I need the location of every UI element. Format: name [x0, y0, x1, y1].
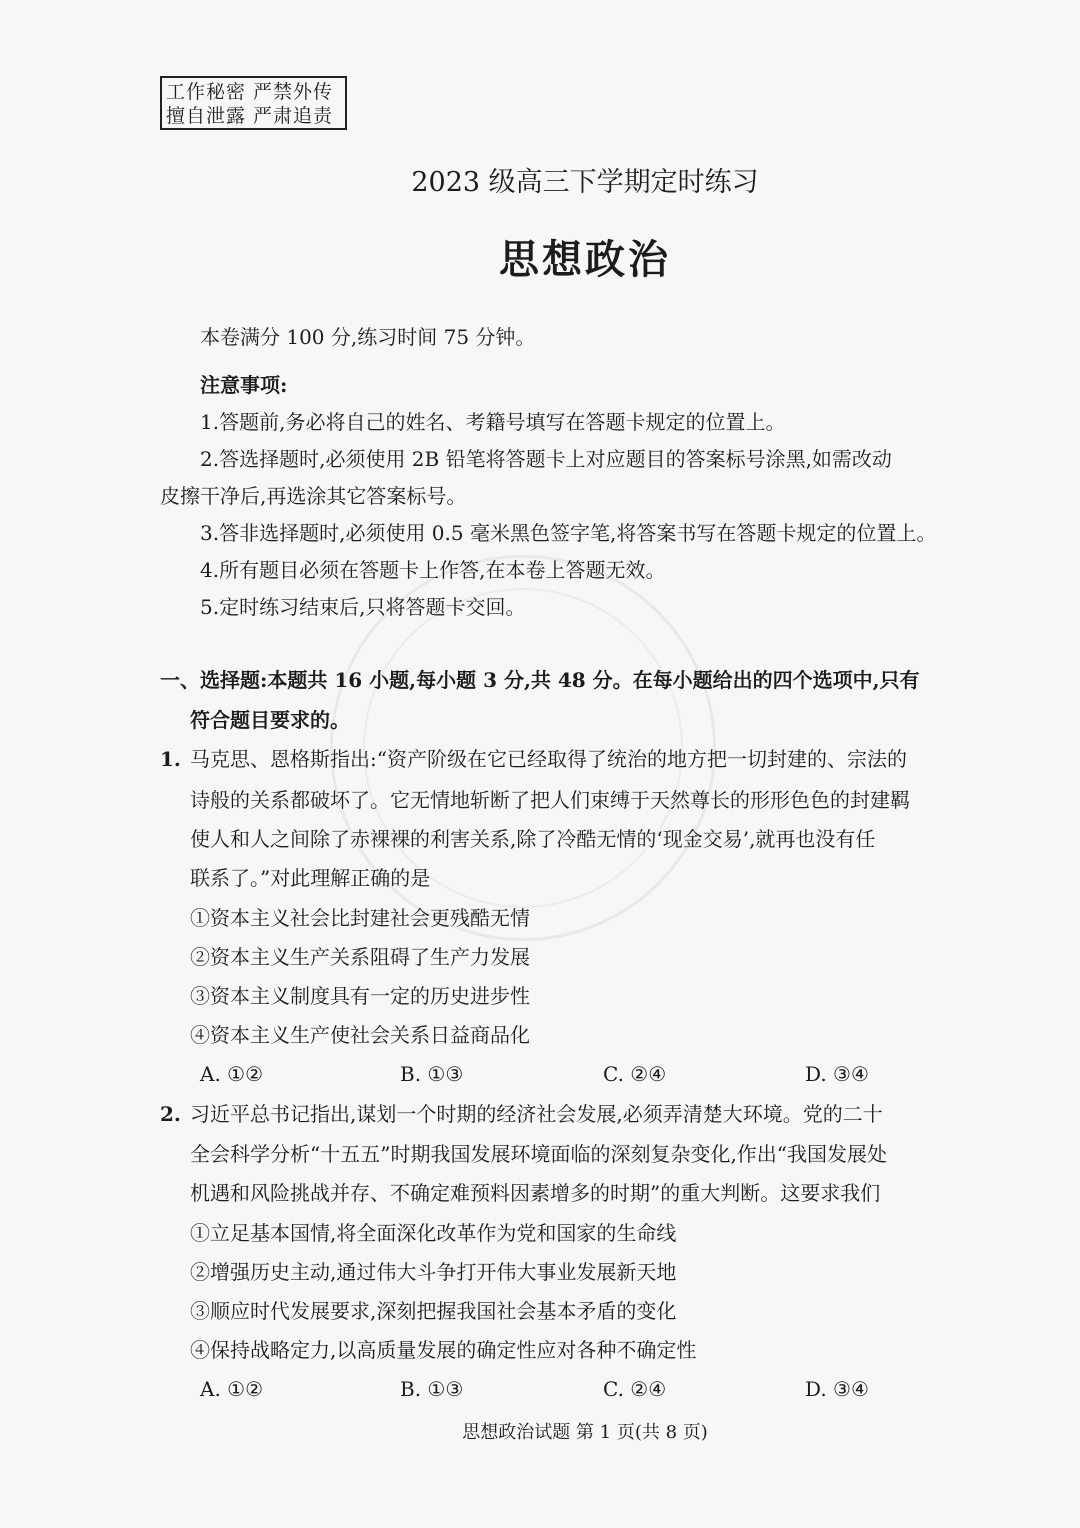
question-1-statement: ④资本主义生产使社会关系日益商品化 [190, 1023, 530, 1047]
note-item: 1.答题前,务必将自己的姓名、考籍号填写在答题卡规定的位置上。 [200, 410, 786, 434]
stamp-line-2: 擅自泄露 严肃追责 [166, 105, 334, 127]
exam-subject: 思想政治 [499, 236, 671, 283]
question-2-option-b: B. ①③ [400, 1377, 464, 1401]
exam-title: 2023 级高三下学期定时练习 [411, 167, 759, 198]
question-2-option-c: C. ②④ [603, 1377, 667, 1401]
question-2-option-d: D. ③④ [805, 1377, 869, 1401]
confidential-stamp [160, 76, 347, 130]
question-1-statement: ①资本主义社会比封建社会更残酷无情 [190, 906, 530, 930]
question-1-statement: ②资本主义生产关系阻碍了生产力发展 [190, 945, 530, 969]
question-2-number: 2. [160, 1102, 181, 1126]
notes-heading: 注意事项: [200, 373, 288, 397]
question-1-option-c: C. ②④ [603, 1062, 667, 1086]
intro-text: 本卷满分 100 分,练习时间 75 分钟。 [200, 325, 536, 349]
note-item: 2.答选择题时,必须使用 2B 铅笔将答题卡上对应题目的答案标号涂黑,如需改动 [200, 447, 892, 471]
question-2-text: 全会科学分析“十五五”时期我国发展环境面临的深刻复杂变化,作出“我国发展处 [190, 1142, 888, 1166]
question-2-text: 机遇和风险挑战并存、不确定难预料因素增多的时期”的重大判断。这要求我们 [190, 1181, 881, 1205]
question-1-text: 诗般的关系都破坏了。它无情地斩断了把人们束缚于天然尊长的形形色色的封建羁 [190, 788, 910, 812]
question-1-number: 1. [160, 747, 181, 771]
question-1-option-b: B. ①③ [400, 1062, 464, 1086]
question-1-text: 使人和人之间除了赤裸裸的利害关系,除了冷酷无情的‘现金交易’,就再也没有任 [190, 827, 876, 851]
question-1-statement: ③资本主义制度具有一定的历史进步性 [190, 984, 530, 1008]
note-item: 4.所有题目必须在答题卡上作答,在本卷上答题无效。 [200, 558, 666, 582]
page-footer: 思想政治试题 第 1 页(共 8 页) [462, 1422, 708, 1443]
note-item: 3.答非选择题时,必须使用 0.5 毫米黑色签字笔,将答案书写在答题卡规定的位置上。 [200, 521, 937, 545]
note-item: 5.定时练习结束后,只将答题卡交回。 [200, 595, 526, 619]
question-2-statement: ④保持战略定力,以高质量发展的确定性应对各种不确定性 [190, 1338, 697, 1362]
question-1-option-a: A. ①② [200, 1062, 264, 1086]
question-2-option-a: A. ①② [200, 1377, 264, 1401]
question-1-text: 联系了。”对此理解正确的是 [190, 866, 431, 890]
question-2-statement: ③顺应时代发展要求,深刻把握我国社会基本矛盾的变化 [190, 1299, 677, 1323]
stamp-line-1: 工作秘密 严禁外传 [166, 81, 334, 103]
section-heading-cont: 符合题目要求的。 [190, 708, 350, 732]
question-2-statement: ①立足基本国情,将全面深化改革作为党和国家的生命线 [190, 1221, 677, 1245]
section-heading: 一、选择题:本题共 16 小题,每小题 3 分,共 48 分。在每小题给出的四个选项中,只有 [160, 668, 920, 692]
question-2-statement: ②增强历史主动,通过伟大斗争打开伟大事业发展新天地 [190, 1260, 677, 1284]
question-1-option-d: D. ③④ [805, 1062, 869, 1086]
note-item: 皮擦干净后,再选涂其它答案标号。 [160, 484, 467, 508]
question-1-text: 马克思、恩格斯指出:“资产阶级在它已经取得了统治的地方把一切封建的、宗法的 [190, 747, 907, 771]
question-2-text: 习近平总书记指出,谋划一个时期的经济社会发展,必须弄清楚大环境。党的二十 [190, 1102, 883, 1126]
